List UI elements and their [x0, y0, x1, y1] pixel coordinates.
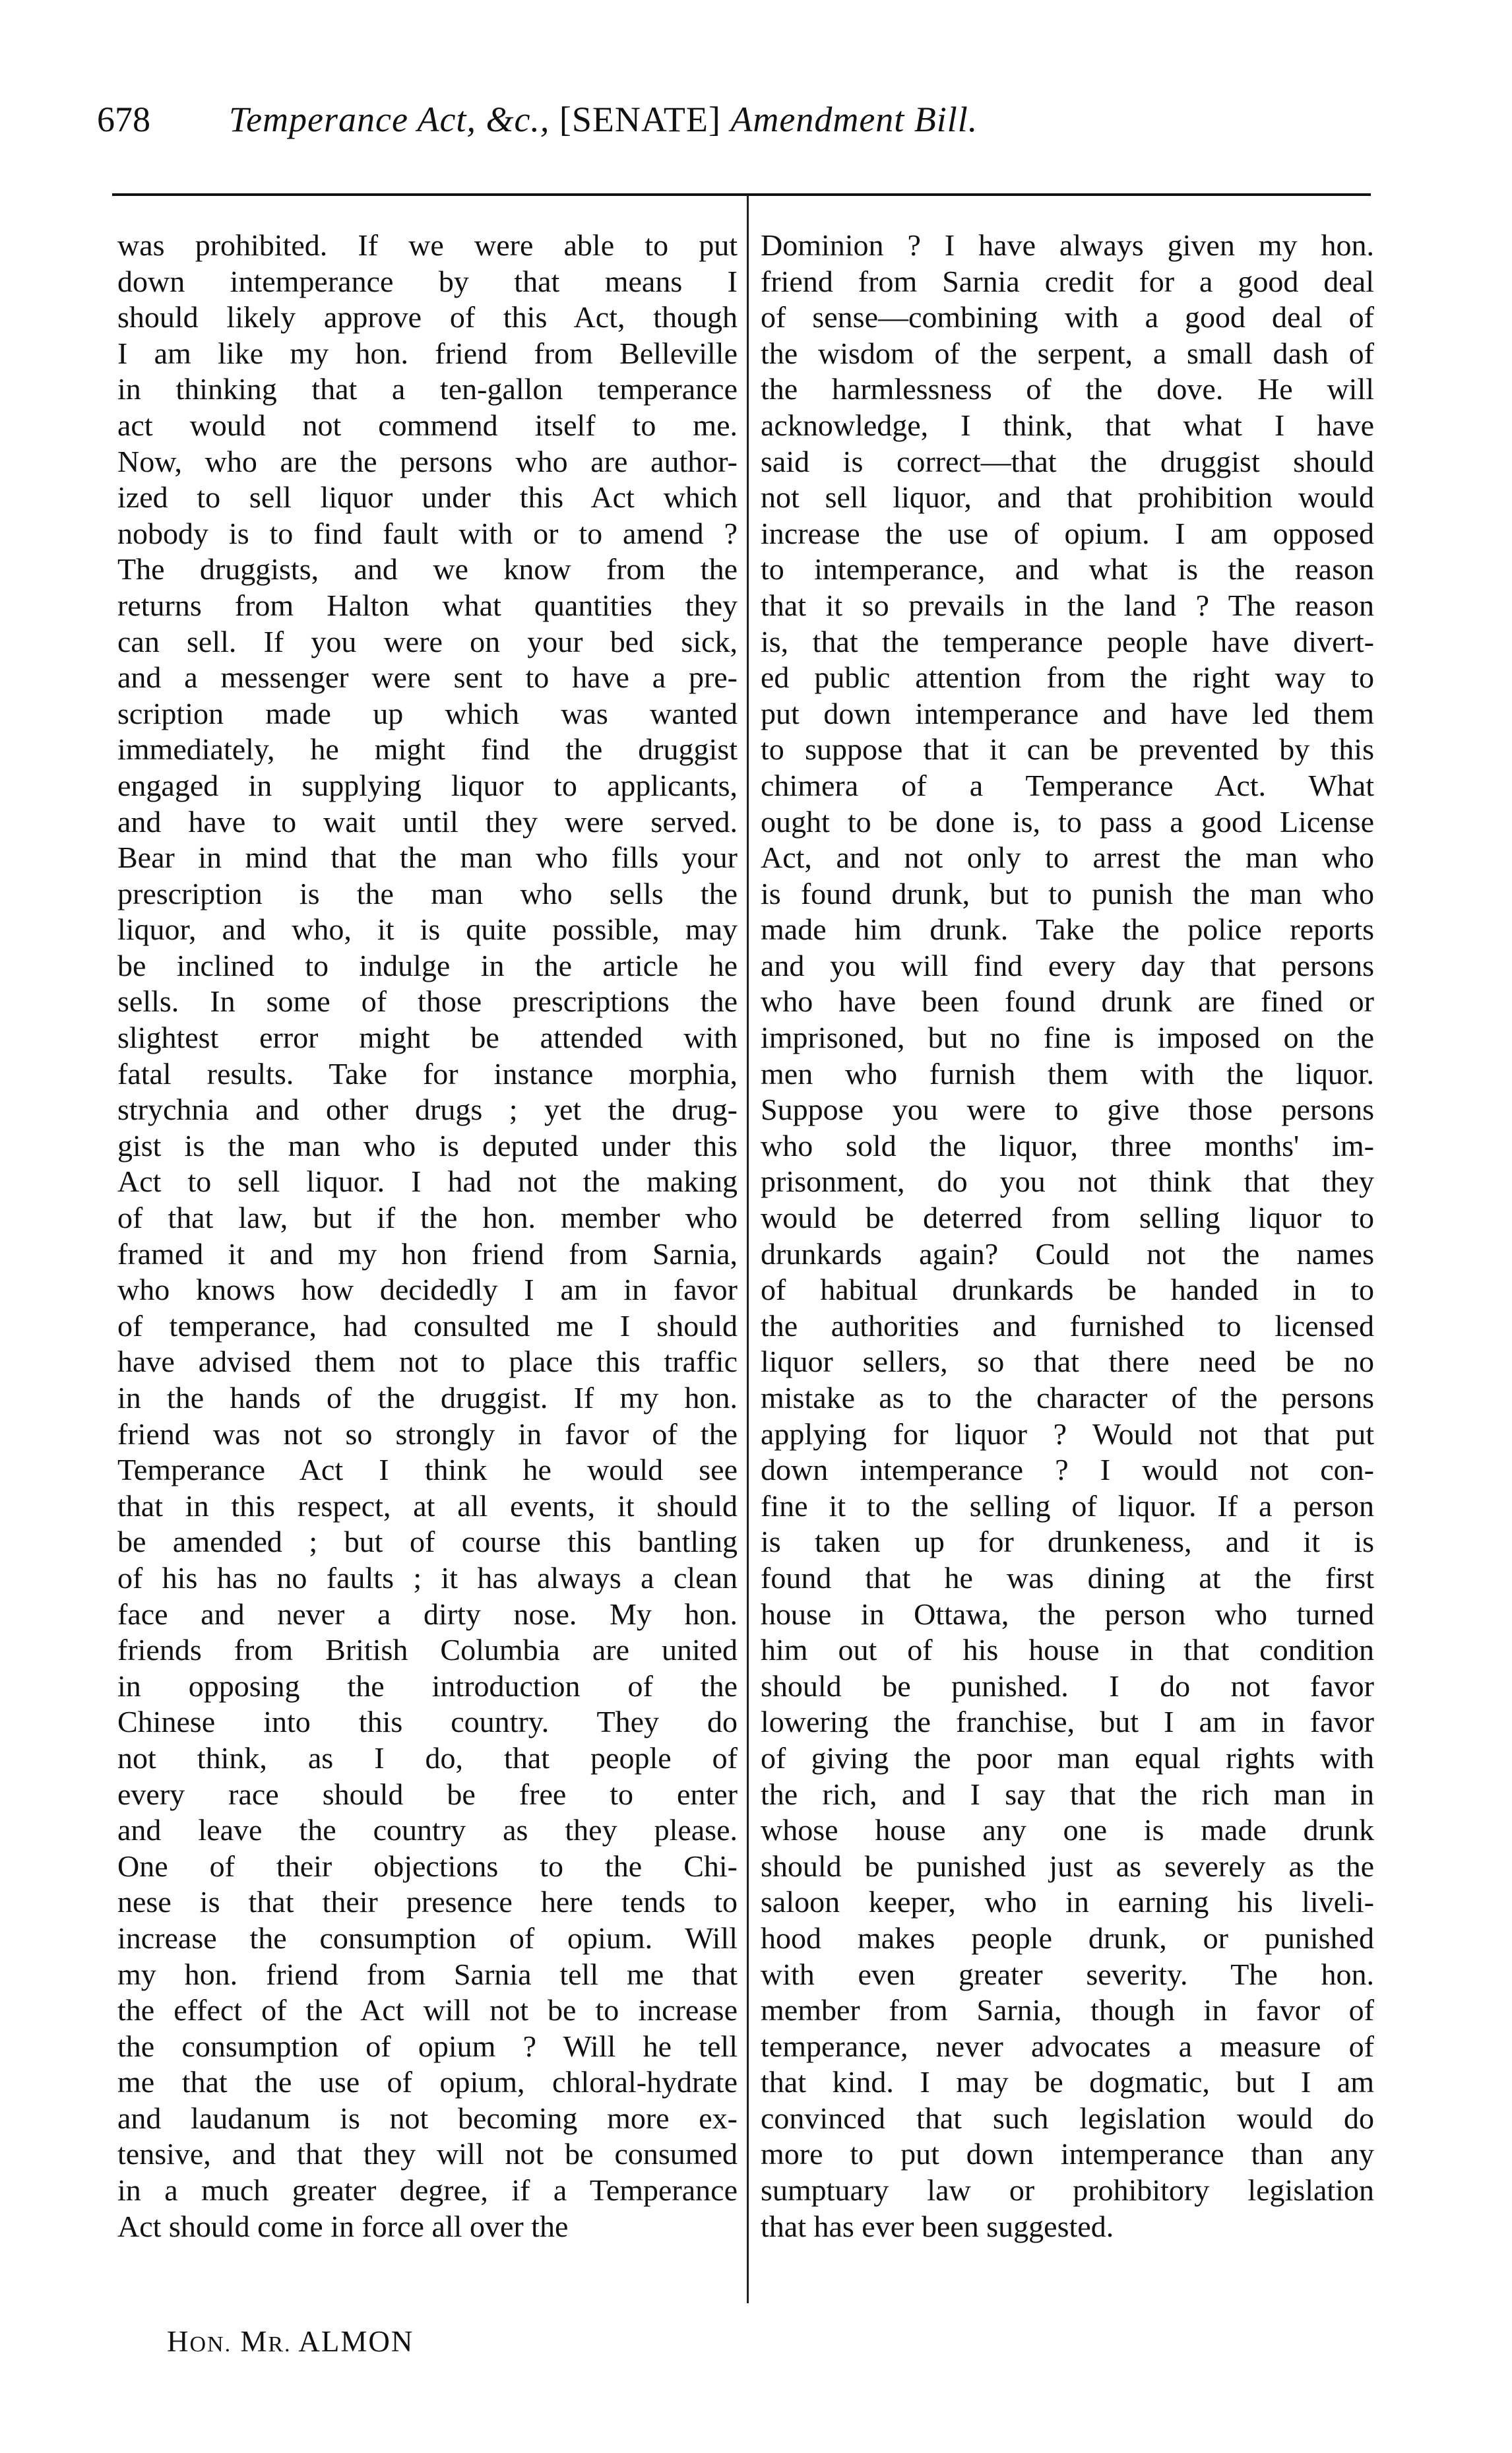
text-line: more to put down intemperance than any	[761, 2137, 1374, 2171]
text-line: of that law, but if the hon. member who	[117, 1201, 738, 1235]
text-line: Chinese into this country. They do	[117, 1705, 738, 1739]
text-line: should be punished just as severely as the	[761, 1849, 1374, 1883]
text-line: and have to wait until they were served.	[117, 804, 738, 839]
text-line: fine it to the selling of liquor. If a person	[761, 1488, 1374, 1523]
text-line: my hon. friend from Sarnia tell me that	[117, 1957, 738, 1991]
text-line: ed public attention from the right way to	[761, 660, 1374, 695]
right-column	[761, 228, 1374, 2245]
text-line: not think, as I do, that people of	[117, 1740, 738, 1775]
text-line: to intemperance, and what is the reason	[761, 552, 1374, 587]
text-line: fatal results. Take for instance morphia,	[117, 1056, 738, 1091]
text-line: not sell liquor, and that prohibition would	[761, 480, 1374, 515]
text-line: of habitual drunkards be handed in to	[761, 1273, 1374, 1307]
speaker-title-hon: HON.	[167, 2325, 232, 2358]
text-line: Act should come in force all over the	[117, 2209, 569, 2243]
text-line: whose house any one is made drunk	[761, 1813, 1374, 1847]
text-line: down intemperance by that means I	[117, 264, 738, 298]
text-line: sumptuary law or prohibitory legislation	[761, 2173, 1374, 2208]
text-line: house in Ottawa, the person who turned	[761, 1597, 1374, 1631]
text-line: the rich, and I say that the rich man in	[761, 1777, 1374, 1811]
text-line: Dominion ? I have always given my hon.	[761, 228, 1374, 262]
text-line: friends from British Columbia are united	[117, 1633, 738, 1667]
text-line: and a messenger were sent to have a pre-	[117, 660, 738, 695]
text-line: in thinking that a ten-gallon temperance	[117, 372, 738, 406]
text-line: down intemperance ? I would not con-	[761, 1453, 1374, 1487]
text-line: nese is that their presence here tends to	[117, 1885, 738, 1919]
text-line: and leave the country as they please.	[117, 1813, 738, 1847]
text-line: who have been found drunk are fined or	[761, 984, 1374, 1019]
text-line: immediately, he might find the druggist	[117, 732, 738, 767]
text-line: lowering the franchise, but I am in favor	[761, 1705, 1374, 1739]
text-line: the consumption of opium ? Will he tell	[117, 2029, 738, 2063]
text-line: member from Sarnia, though in favor of	[761, 1993, 1374, 2027]
text-line: made him drunk. Take the police reports	[761, 912, 1374, 947]
text-line: convinced that such legislation would do	[761, 2101, 1374, 2135]
text-line: put down intemperance and have led them	[761, 696, 1374, 730]
text-line: the authorities and furnished to licensed	[761, 1308, 1374, 1343]
text-line: should be punished. I do not favor	[761, 1669, 1374, 1703]
text-line: saloon keeper, who in earning his liveli-	[761, 1885, 1374, 1919]
page-number: 678	[97, 100, 150, 139]
text-line: that has ever been suggested.	[761, 2209, 1114, 2243]
running-title-part-2: [SENATE]	[559, 100, 721, 139]
text-line: returns from Halton what quantities they	[117, 588, 738, 622]
text-line: said is correct—that the druggist should	[761, 444, 1374, 478]
text-line: Now, who are the persons who are author-	[117, 444, 738, 478]
text-line: friend from Sarnia credit for a good deal	[761, 264, 1374, 298]
text-line: hood makes people drunk, or punished	[761, 1921, 1374, 1955]
text-line: found that he was dining at the first	[761, 1560, 1374, 1595]
text-line: him out of his house in that condition	[761, 1633, 1374, 1667]
text-line: liquor, and who, it is quite possible, may	[117, 912, 738, 947]
text-line: that kind. I may be dogmatic, but I am	[761, 2065, 1374, 2099]
text-line: act would not commend itself to me.	[117, 408, 738, 442]
text-line: every race should be free to enter	[117, 1777, 738, 1811]
text-line: prisonment, do you not think that they	[761, 1164, 1374, 1199]
text-line: increase the consumption of opium. Will	[117, 1921, 738, 1955]
page-header	[97, 99, 1390, 152]
text-line: friend was not so strongly in favor of the	[117, 1417, 738, 1451]
running-title-part-3: Amendment Bill.	[730, 100, 978, 139]
text-line: engaged in supplying liquor to applicants,	[117, 768, 738, 802]
text-line: ized to sell liquor under this Act which	[117, 480, 738, 515]
text-line: I am like my hon. friend from Belleville	[117, 336, 738, 370]
text-line: tensive, and that they will not be consumed	[117, 2137, 738, 2171]
text-line: should likely approve of this Act, though	[117, 300, 738, 334]
text-line: of his has no faults ; it has always a clean	[117, 1560, 738, 1595]
text-line: imprisoned, but no fine is imposed on the	[761, 1021, 1374, 1055]
text-line: chimera of a Temperance Act. What	[761, 768, 1374, 802]
text-line: of giving the poor man equal rights with	[761, 1740, 1374, 1775]
text-line: acknowledge, I think, that what I have	[761, 408, 1374, 442]
text-line: me that the use of opium, chloral-hydrate	[117, 2065, 738, 2099]
running-title-part-1: Temperance Act, &c.,	[229, 100, 550, 139]
text-line: Act to sell liquor. I had not the making	[117, 1164, 738, 1199]
text-line: was prohibited. If we were able to put	[117, 228, 738, 262]
speaker-title-mr: MR.	[240, 2325, 292, 2358]
text-line: ought to be done is, to pass a good License	[761, 804, 1374, 839]
text-line: have advised them not to place this traffic	[117, 1345, 738, 1379]
running-title	[229, 99, 978, 140]
column-divider	[747, 195, 749, 2303]
text-line: can sell. If you were on your bed sick,	[117, 624, 738, 658]
text-line: nobody is to find fault with or to amend ?	[117, 516, 738, 550]
text-line: Suppose you were to give those persons	[761, 1093, 1374, 1127]
text-line: Bear in mind that the man who fills your	[117, 841, 738, 875]
header-rule	[112, 193, 1371, 196]
text-line: One of their objections to the Chi-	[117, 1849, 738, 1883]
text-line: the wisdom of the serpent, a small dash of	[761, 336, 1374, 370]
text-line: of temperance, had consulted me I should	[117, 1308, 738, 1343]
text-line: who knows how decidedly I am in favor	[117, 1273, 738, 1307]
text-line: that in this respect, at all events, it should	[117, 1488, 738, 1523]
text-line: face and never a dirty nose. My hon.	[117, 1597, 738, 1631]
text-line: framed it and my hon friend from Sarnia,	[117, 1236, 738, 1271]
text-line: strychnia and other drugs ; yet the drug-	[117, 1093, 738, 1127]
text-line: the effect of the Act will not be to increase	[117, 1993, 738, 2027]
text-line: who sold the liquor, three months' im-	[761, 1128, 1374, 1163]
text-line: gist is the man who is deputed under this	[117, 1128, 738, 1163]
text-line: and you will find every day that persons	[761, 948, 1374, 982]
text-line: with even greater severity. The hon.	[761, 1957, 1374, 1991]
text-line: is, that the temperance people have divert-	[761, 624, 1374, 658]
text-line: sells. In some of those prescriptions the	[117, 984, 738, 1019]
speaker-footer	[167, 2324, 414, 2359]
text-line: in a much greater degree, if a Temperance	[117, 2173, 738, 2208]
text-line: men who furnish them with the liquor.	[761, 1056, 1374, 1091]
text-line: scription made up which was wanted	[117, 696, 738, 730]
text-line: be amended ; but of course this bantling	[117, 1525, 738, 1559]
left-column	[117, 228, 738, 2245]
text-line: is found drunk, but to punish the man who	[761, 876, 1374, 910]
text-line: in the hands of the druggist. If my hon.	[117, 1381, 738, 1415]
text-line: and laudanum is not becoming more ex-	[117, 2101, 738, 2135]
text-line: the harmlessness of the dove. He will	[761, 372, 1374, 406]
text-line: increase the use of opium. I am opposed	[761, 516, 1374, 550]
text-line: drunkards again? Could not the names	[761, 1236, 1374, 1271]
text-line: be inclined to indulge in the article he	[117, 948, 738, 982]
text-line: mistake as to the character of the persons	[761, 1381, 1374, 1415]
text-line: is taken up for drunkeness, and it is	[761, 1525, 1374, 1559]
text-line: slightest error might be attended with	[117, 1021, 738, 1055]
text-line: Act, and not only to arrest the man who	[761, 841, 1374, 875]
text-line: temperance, never advocates a measure of	[761, 2029, 1374, 2063]
text-line: in opposing the introduction of the	[117, 1669, 738, 1703]
text-line: applying for liquor ? Would not that put	[761, 1417, 1374, 1451]
text-line: of sense—combining with a good deal of	[761, 300, 1374, 334]
text-line: would be deterred from selling liquor to	[761, 1201, 1374, 1235]
text-line: The druggists, and we know from the	[117, 552, 738, 587]
text-line: prescription is the man who sells the	[117, 876, 738, 910]
speaker-name: ALMON	[298, 2325, 414, 2358]
text-line: to suppose that it can be prevented by this	[761, 732, 1374, 767]
text-line: Temperance Act I think he would see	[117, 1453, 738, 1487]
text-line: that it so prevails in the land ? The reason	[761, 588, 1374, 622]
text-line: liquor sellers, so that there need be no	[761, 1345, 1374, 1379]
